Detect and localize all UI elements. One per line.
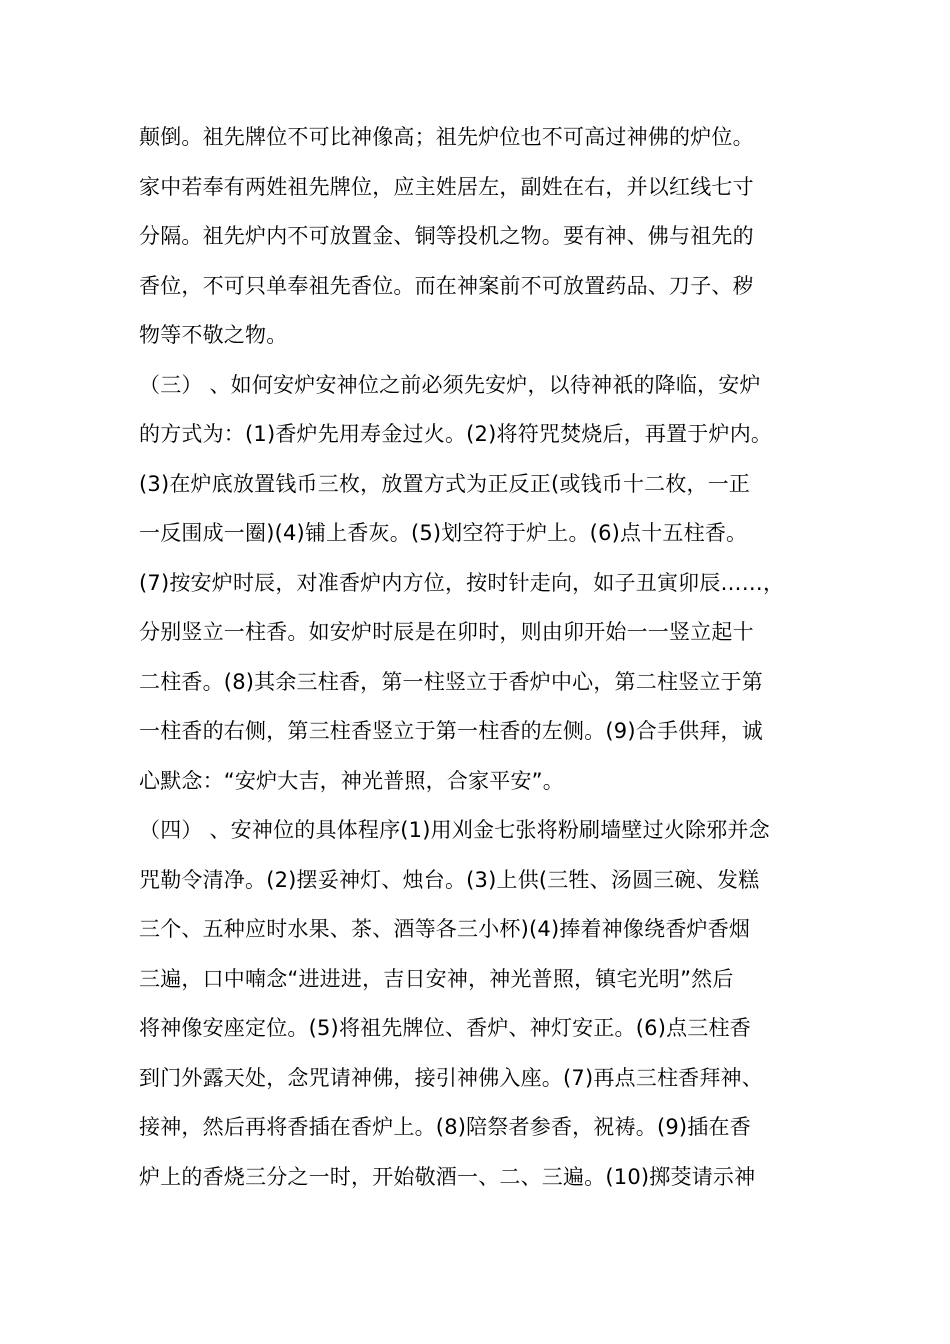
text-line: 分别竖立一柱香。如安炉时辰是在卯时，则由卯开始一一竖立起十 xyxy=(139,620,754,644)
text-line: 咒勒令清净。(2)摆妥神灯、烛台。(3)上供(三牲、汤圆三碗、发糕 xyxy=(139,867,760,892)
text-line: 颠倒。祖先牌位不可比神像高；祖先炉位也不可高过神佛的炉位。 xyxy=(139,125,754,149)
text-line: 的方式为：(1)香炉先用寿金过火。(2)将符咒焚烧后，再置于炉内。 xyxy=(139,422,773,446)
text-line: 将神像安座定位。(5)将祖先牌位、香炉、神灯安正。(6)点三柱香 xyxy=(139,1016,751,1040)
text-line: 二柱香。(8)其余三柱香，第一柱竖立于香炉中心，第二柱竖立于第 xyxy=(139,669,763,694)
text-line: 一柱香的右侧，第三柱香竖立于第一柱香的左侧。(9)合手供拜，诚 xyxy=(139,719,763,743)
text-line: (3)在炉底放置钱币三枚，放置方式为正反正(或钱币十二枚，一正 xyxy=(139,471,751,496)
document-body xyxy=(139,113,819,1202)
text-line: 三个、五种应时水果、茶、酒等各三小杯)(4)捧着神像绕香炉香烟 xyxy=(139,917,751,941)
text-line: 分隔。祖先炉内不可放置金、铜等投机之物。要有神、佛与祖先的 xyxy=(139,224,754,248)
section-heading-line: （三） 、如何安炉安神位之前必须先安炉，以待神祇的降临，安炉 xyxy=(139,372,761,397)
text-line: (7)按安炉时辰，对准香炉内方位，按时针走向，如子丑寅卯辰……， xyxy=(139,570,785,595)
text-line: 心默念：“安炉大吉，神光普照，合家平安”。 xyxy=(139,768,564,793)
text-line: 物等不敬之物。 xyxy=(139,323,288,347)
text-line: 一反围成一圈)(4)铺上香灰。(5)划空符于炉上。(6)点十五柱香。 xyxy=(139,521,748,545)
text-line: 接神，然后再将香插在香炉上。(8)陪祭者参香，祝祷。(9)插在香 xyxy=(139,1115,751,1139)
text-line: 三遍，口中喃念“进进进，吉日安神，神光普照，镇宅光明”然后 xyxy=(139,966,734,991)
section-heading-line: （四） 、安神位的具体程序(1)用刈金七张将粉刷墙壁过火除邪并念 xyxy=(139,818,770,842)
text-line: 香位，不可只单奉祖先香位。而在神案前不可放置药品、刀子、秽 xyxy=(139,273,754,298)
text-line: 家中若奉有两姓祖先牌位，应主姓居左，副姓在右，并以红线七寸 xyxy=(139,174,754,199)
text-line: 炉上的香烧三分之一时，开始敬酒一、二、三遍。(10)掷茭请示神 xyxy=(139,1164,756,1189)
text-line: 到门外露天处，念咒请神佛，接引神佛入座。(7)再点三柱香拜神、 xyxy=(139,1065,763,1090)
